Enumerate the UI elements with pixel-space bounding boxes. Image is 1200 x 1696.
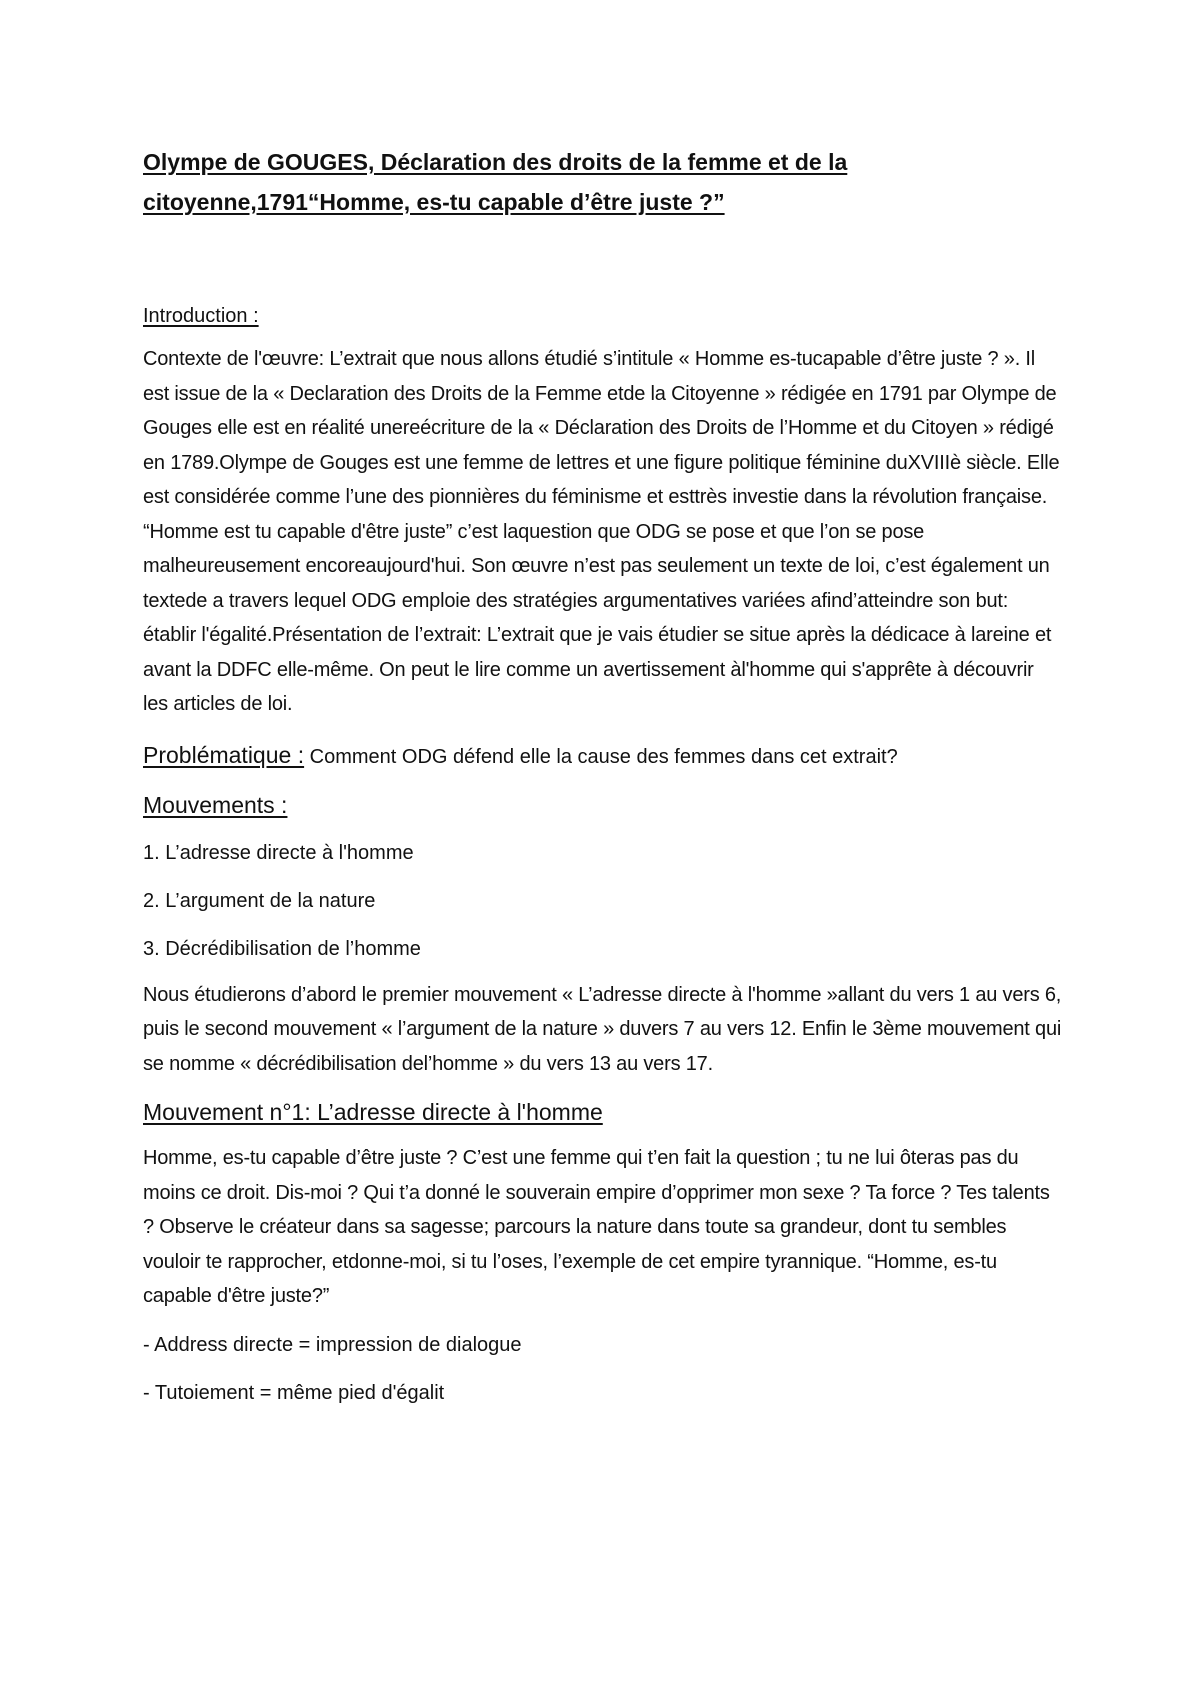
- introduction-paragraph: Contexte de l'œuvre: L’extrait que nous allons étudié s’intitule « Homme es-tucapable d’être juste ? ». Il est issue de la « Declaration des Droits de la Femme etde la Citoyenne » rédigée en 1791 par Olympe de Gouges elle est en réalité unereécriture de la « Déclaration des Droits de l’Homme et du Citoyen » rédigé en 1789.Olympe de Gouges est une femme de lettres et une figure politique féminine duXVIIIè siècle. Elle est considérée comme l’une des pionnières du féminisme et esttrès investie dans la révolution française. “Homme est tu capable d'être juste” c’est laquestion que ODG se pose et que l’on se pose malheureusement encoreaujourd'hui. Son œuvre n’est pas seulement un texte de loi, c’est également un textede a travers lequel ODG emploie des stratégies argumentatives variées afind’atteindre son but: établir l'égalité.Présentation de l’extrait: L’extrait que je vais étudier se situe après la dédicace à lareine et avant la DDFC elle-même. On peut le lire comme un avertissement àl'homme qui s'apprête à découvrir les articles de loi.: [143, 348, 1060, 715]
- mouvements-heading: Mouvements :: [143, 791, 288, 818]
- introduction-heading: Introduction :: [143, 305, 259, 327]
- problematique-label: Problématique :: [143, 741, 305, 768]
- mouvement-item-1: 1. L’adresse directe à l'homme: [143, 841, 414, 864]
- document-title: Olympe de GOUGES, Déclaration des droits de la femme et de la citoyenne,1791“Homme, es-tu capable d’être juste ?”: [143, 149, 848, 215]
- mouvement-item-2: 2. L’argument de la nature: [143, 889, 376, 912]
- note-item-2: - Tutoiement = même pied d'égalit: [143, 1381, 445, 1404]
- mouvement1-quote: Homme, es-tu capable d’être juste ? C’est une femme qui t’en fait la question ; tu ne lui ôteras pas du moins ce droit. Dis-moi ? Qui t’a donné le souverain empire d’opprimer mon sexe ? Ta force ? Tes talents ? Observe le créateur dans sa sagesse; parcours la nature dans toute sa grandeur, dont tu sembles vouloir te rapprocher, etdonne-moi, si tu l’oses, l’exemple de cet empire tyrannique. “Homme, es-tu capable d'être juste?”: [143, 1147, 1050, 1307]
- problematique-text: Comment ODG défend elle la cause des femmes dans cet extrait?: [304, 745, 898, 768]
- plan-paragraph: Nous étudierons d’abord le premier mouvement « L’adresse directe à l'homme »allant du vers 1 au vers 6, puis le second mouvement « l’argument de la nature » duvers 7 au vers 12. Enfin le 3ème mouvement qui se nomme « décrédibilisation del’homme » du vers 13 au vers 17.: [143, 983, 1062, 1075]
- mouvement-item-3: 3. Décrédibilisation de l’homme: [143, 937, 421, 960]
- mouvement1-heading: Mouvement n°1: L’adresse directe à l'homme: [143, 1099, 603, 1125]
- document-content: [143, 142, 1063, 1410]
- problematique: [143, 738, 1063, 774]
- note-item-1: - Address directe = impression de dialogue: [143, 1333, 522, 1356]
